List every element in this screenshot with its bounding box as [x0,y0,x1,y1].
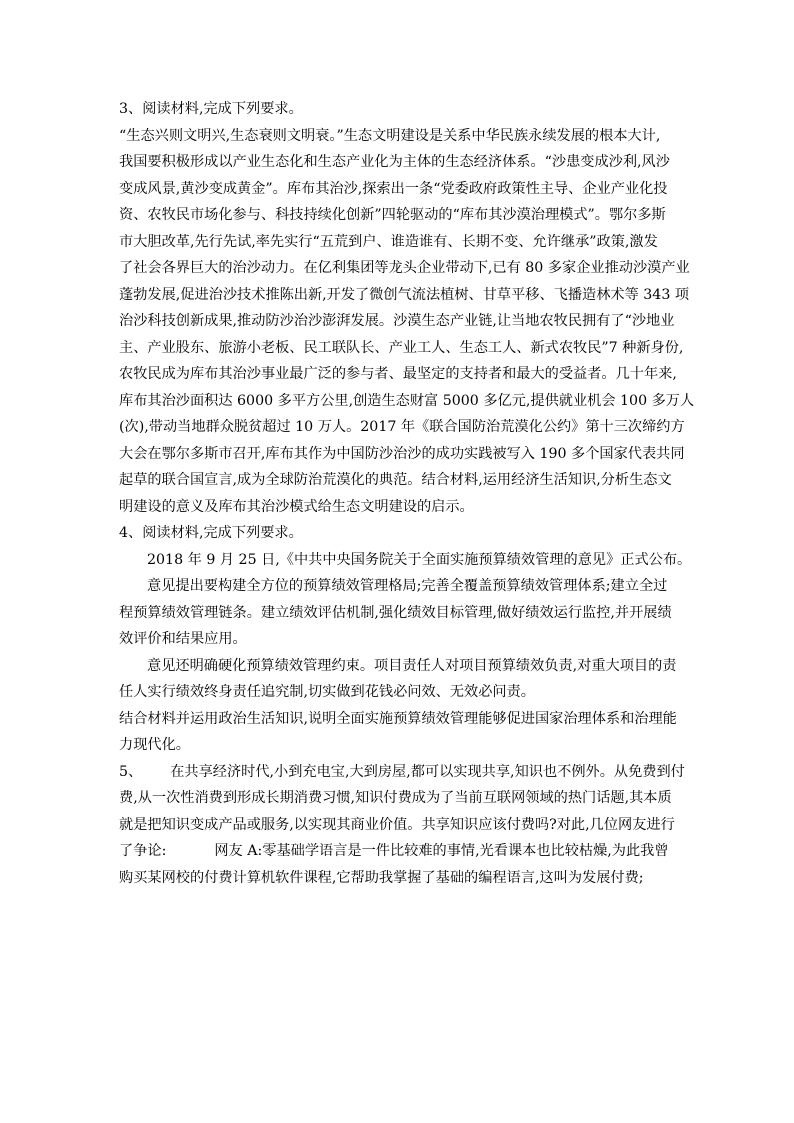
q4-heading: 4、阅读材料,完成下列要求。 [119,525,303,541]
q4-paragraph-2-line: 效评价和结果应用。 [119,631,247,647]
q3-line: 资、农牧民市场化参与、科技持续化创新”四轮驱动的“库布其沙漠治理模式”。鄂尔多斯 [119,207,666,223]
q3-line: 大会在鄂尔多斯市召开,库布其作为中国防沙治沙的成功实践被写入 190 多个国家代表共同 [119,445,685,462]
q5-line [119,759,685,786]
q5-line: 费,从一次性消费到形成长期消费习惯,知识付费成为了当前互联网领域的热门话题,其本质 [119,790,672,806]
q3-line: 主、产业股东、旅游小老板、民工联队长、产业工人、生态工人、新式农牧民”7 种新身份, [119,339,684,356]
q3-line: 变成风景,黄沙变成黄金”。库布其治沙,探索出一条“党委政府政策性主导、企业产业化投 [119,180,668,197]
q5-line [119,838,675,865]
q4-task-line: 力现代化。 [119,737,190,753]
document-content [119,96,695,891]
q5-line: 就是把知识变成产品或服务,以实现其商业价值。共享知识应该付费吗?对此,几位网友进行 [119,816,675,833]
q4-paragraph-2-line: 程预算绩效管理链条。建立绩效评估机制,强化绩效目标管理,做好绩效运行监控,并开展绩 [119,604,672,621]
q5-line-start: 了争论: [119,843,167,859]
q4-task-line: 结合材料并运用政治生活知识,说明全面实施预算绩效管理能够促进国家治理体系和治理能 [119,710,677,727]
q4-paragraph-2-line: 意见提出要构建全方位的预算绩效管理格局;完善全覆盖预算绩效管理体系;建立全过 [147,578,668,594]
q5-line: 购买某网校的付费计算机软件课程,它帮助我掌握了基础的编程语言,这叫为发展付费; [119,869,644,886]
q5-line-text: 在共享经济时代,小到充电宝,大到房屋,都可以实现共享,知识也不例外。从免费到付 [170,763,685,780]
q4-paragraph-3-line: 意见还明确硬化预算绩效管理约束。项目责任人对项目预算绩效负责,对重大项目的责 [147,657,677,674]
q3-line: 起草的联合国宣言,成为全球防治荒漠化的典范。结合材料,运用经济生活知识,分析生态文 [119,472,672,488]
q3-heading: 3、阅读材料,完成下列要求。 [119,101,303,117]
q3-line: 农牧民成为库布其治沙事业最广泛的参与者、最坚定的支持者和最大的受益者。几十年来, [119,366,677,382]
q5-number: 5、 [119,763,143,780]
q3-line: 市大胆改革,先行先试,率先实行“五荒到户、谁造谁有、长期不变、允许继承”政策,激发 [119,233,658,250]
q3-line: 蓬勃发展,促进治沙技术推陈出新,开发了微创气流法植树、甘草平移、飞播造林术等 343 项 [119,286,690,303]
q3-line: 明建设的意义及库布其治沙模式给生态文明建设的启示。 [119,498,474,515]
q3-line: 我国要积极形成以产业生态化和生态产业化为主体的生态经济体系。“沙患变成沙利,风沙 [119,154,670,170]
q3-line: 了社会各界巨大的治沙动力。在亿利集团等龙头企业带动下,已有 80 多家企业推动沙漠产业 [119,260,690,276]
q4-paragraph-1: 2018 年 9 月 25 日,《中共中央国务院关于全面实施预算绩效管理的意见》正式公布。 [147,551,692,568]
q3-line: (次),带动当地群众脱贫超过 10 万人。2017 年《联合国防治荒漠化公约》第十三次缔约方 [119,419,685,435]
q4-paragraph-3-line: 任人实行绩效终身责任追究制,切实做到花钱必问效、无效必问责。 [119,684,535,700]
q5-line-rest: 网友 A:零基础学语言是一件比较难的事情,光看课本也比较枯燥,为此我曾 [214,843,669,859]
q3-line: “生态兴则文明兴,生态衰则文明衰。”生态文明建设是关系中华民族永续发展的根本大计, [119,127,661,144]
q3-line: 库布其治沙面积达 6000 多平方公里,创造生态财富 5000 多亿元,提供就业机会 100 多万人 [119,392,695,409]
q3-line: 治沙科技创新成果,推动防沙治沙澎湃发展。沙漠生态产业链,让当地农牧民拥有了“沙地业 [119,313,675,329]
